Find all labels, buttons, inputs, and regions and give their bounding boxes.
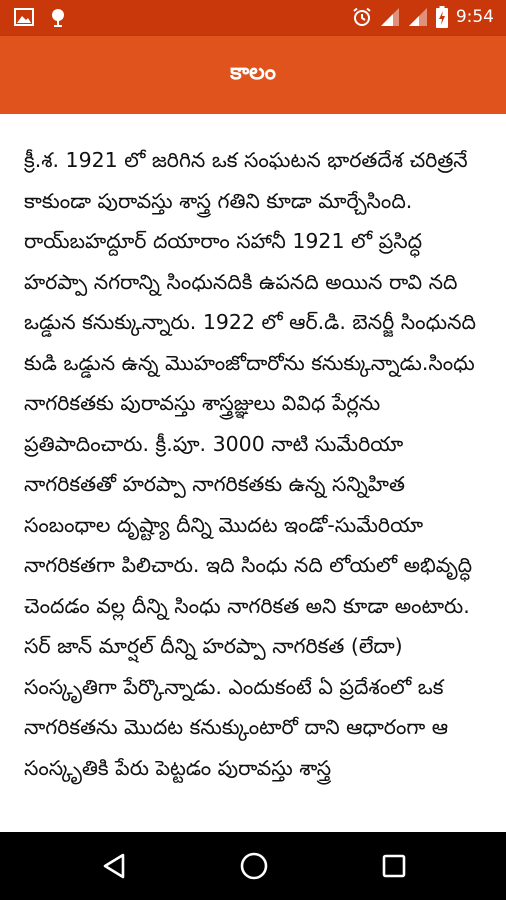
home-button[interactable] — [236, 848, 272, 884]
back-icon — [101, 852, 127, 880]
alarm-icon — [352, 7, 372, 27]
image-icon — [14, 8, 34, 32]
back-button[interactable] — [96, 848, 132, 884]
clock-time: 9:54 — [455, 7, 494, 27]
system-status-icons — [352, 6, 494, 28]
battery-charging-icon — [436, 6, 448, 28]
article-scroll-area[interactable] — [0, 114, 506, 832]
status-bar — [0, 0, 506, 36]
article-text: క్రీ.శ. 1921 లో జరిగిన ఒక సంఘటన భారతదేశ చరిత్రనే కాకుండా పురావస్తు శాస్త్ర గతిని కూడా మార్చేసింది. రాయ్‌బహద్దూర్ దయారాం సహానీ 1921 లో ప్రసిద్ధ హరప్పా నగరాన్ని సింధునదికి ఉపనది అయిన రావి నది ఒడ్డున కనుక్కున్నారు. 1922 లో ఆర్.డి. బెనర్జీ సింధునది కుడి ఒడ్డున ఉన్న మొహంజోదారోను కనుక్కున్నాడు.సింధు నాగరికతకు పురావస్తు శాస్త్రజ్ఞులు వివిధ పేర్లను ప్రతిపాదించారు. క్రీ.పూ. 3000 నాటి సుమేరియా నాగరికతతో హరప్పా నాగరికతకు ఉన్న సన్నిహిత సంబంధాల దృష్ట్యా దీన్ని మొదట ఇండో-సుమేరియా నాగరికతగా పిలిచారు. ఇది సింధు నది లోయలో అభివృద్ధి చెందడం వల్ల దీన్ని సింధు నాగరికత అని కూడా అంటారు. సర్ జాన్ మార్షల్ దీన్ని హరప్పా నాగరికత (లేదా) సంస్కృతిగా పేర్కొన్నాడు. ఎందుకంటే ఏ ప్రదేశంలో ఒక నాగరికతను మొదట కనుక్కుంటారో దాని ఆధారంగా ఆ సంస్కృతికి పేరు పెట్టడం పురావస్తు శాస్త్ర — [24, 148, 476, 780]
page-title: కాలం — [230, 60, 276, 85]
home-icon — [239, 851, 269, 881]
navigation-bar — [0, 832, 506, 900]
notification-icons — [14, 8, 68, 32]
app-bar — [0, 36, 506, 114]
android-icon — [48, 8, 68, 32]
signal-icon — [380, 7, 400, 27]
recents-icon — [381, 853, 407, 879]
recents-button[interactable] — [376, 848, 412, 884]
signal-icon — [408, 7, 428, 27]
